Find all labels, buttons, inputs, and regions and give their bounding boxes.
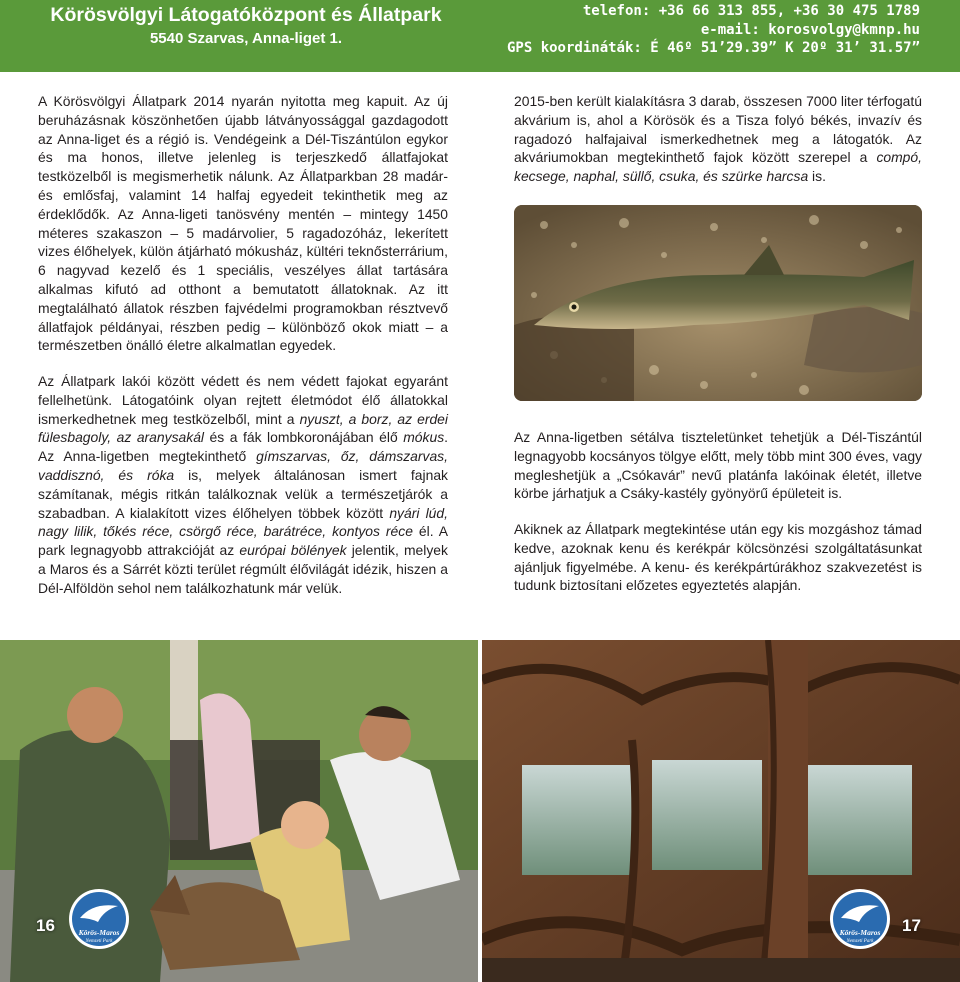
left-paragraph-2: Az Állatpark lakói között védett és nem védett fajokat egyaránt fellelhetünk. Látogatóink olyan rejtett életmódot élő állatokkal ismerkedhetnek meg testközelből, mint a nyuszt, a borz, az erdei fülesbagoly, az aranysakál és a fák lombkoronájában élő mókus. Az Anna-ligetben megtekinthető gímszarvas, őz, dámszarvas, vaddisznó, és róka is, melyek általánosan ismert fajnak számítanak, mégis ritkán találkoznak velük a természetjárók a szabadban. A kialakított vizes élőhelyen többek között nyári lúd, nagy lilik, tőkés réce, csörgő réce, barátréce, kontyos réce él. A park legnagyobb attrakcióját az európai bölények jelentik, melyek a Maros és a Sárrét közti terület régmúlt élővilágát idézik, hiszen a Dél-Alföldön sehol nem találkozhatunk már velük. [38, 373, 449, 596]
right-paragraph-2: Az Anna-ligetben sétálva tiszteletünket tehetjük a Dél-Tiszántúl legnagyobb kocsányos tölgye előtt, mely több mint 300 éves, vagy megleshetjük a „Csókavár” nevű platánfa lakóinak életét, illetve körbe járhatjuk a Csáky-kastély gyönyörű épületeit is. [514, 429, 922, 502]
header-band [0, 0, 960, 72]
right-paragraph-3: Akiknek az Állatpark megtekintése után egy kis mozgáshoz támad kedve, azoknak kenu és kerékpár kölcsönzési szolgáltatásunkat ajánljuk figyelmébe. A kenu- és kerékpártúrákhoz szakvezetést is tudunk biztosítani előzetes egyeztetés alapján. [514, 521, 922, 594]
phone-line: telefon: +36 66 313 855, +36 30 475 1789 [582, 3, 920, 19]
national-park-logo [68, 888, 130, 950]
email-line: e-mail: korosvolgy@kmnp.hu [700, 21, 920, 38]
logo-subtext: Nemzeti Park [85, 939, 113, 944]
fish-photo [514, 205, 922, 401]
visitors-photo [0, 640, 478, 982]
aquarium-photo [482, 640, 960, 982]
left-paragraph-1: A Körösvölgyi Állatpark 2014 nyarán nyitotta meg kapuit. Az új beruházásnak köszönhetően újabb látványossággal gazdagodott az Anna-liget és a régió is. Vendégeink a Dél-Tiszántúlon egykor és ma honos, illetve jelenleg is terjeszkedő állatfajokat testközelből is megismerhetik nálunk. Az Állatparkban 28 madár- és emlősfaj, valamint 14 halfaj egyedeit tekinthetik meg az érdeklődők. Az Anna-ligeti tanösvény mentén – mintegy 1450 méteres szakaszon – 5 madárvolier, 5 ragadozóház, lekerített vizes élőhelyek, külön átjárható mókusház, kültéri teknősterrárium, 6 nagyvad kezelő és 1 speciális, veszélyes állat tartására alkalmas kifutó ad otthont a bemutatott állatoknak. Az itt megtalálható állatok részben fajvédelmi programokban résztvevő állatfajok példányai, részben pedig – különböző okok miatt – a természetben önálló életre alkalmatlan egyedek. [38, 93, 448, 354]
logo-text-right: Körös-Maros [839, 928, 881, 937]
national-park-logo-right [829, 888, 891, 950]
logo-subtext-right: Nemzeti Park [846, 939, 874, 944]
contact-block [507, 2, 920, 58]
page-title: Körösvölgyi Látogatóközpont és Állatpark [50, 4, 442, 26]
page-number-left: 16 [36, 916, 55, 935]
gps-line: GPS koordináták: É 46º 51’29.39” K 20º 31’ 31.57” [506, 40, 920, 56]
address: 5540 Szarvas, Anna-liget 1. [149, 30, 343, 47]
page-number-right: 17 [902, 916, 921, 935]
logo-text: Körös-Maros [78, 928, 120, 937]
right-paragraph-1: 2015-ben került kialakításra 3 darab, összesen 7000 liter térfogatú akvárium is, ahol a Körösök és a Tisza folyó békés, invazív és ragadozó halfajaival ismerkedhetnek meg a látogatók. Az akváriumokban megtekinthető fajok között szerepel a compó, kecsege, naphal, süllő, csuka, és szürke harcsa is. [514, 93, 922, 185]
